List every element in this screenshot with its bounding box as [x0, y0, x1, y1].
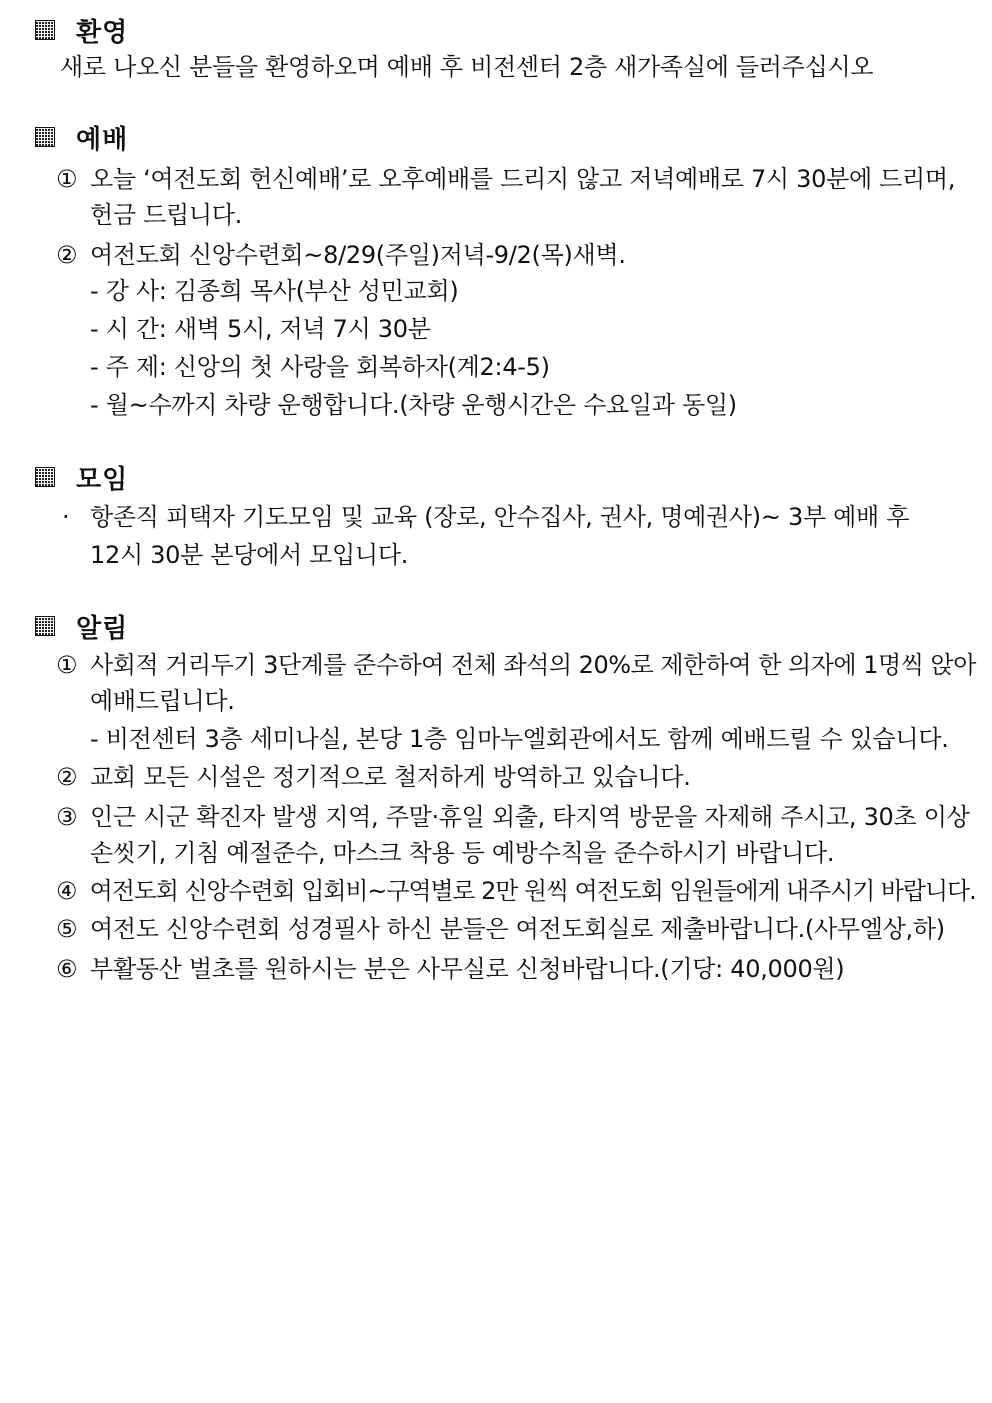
notice-item-1-continuation: 예배드립니다. — [90, 687, 235, 715]
welcome-text: 새로 나오신 분들을 환영하오며 예배 후 비전센터 2층 새가족실에 들러주십시오 — [60, 53, 874, 81]
notice-item-4-text: 여전도회 신앙수련회 입회비~구역별로 2만 원씩 여전도회 임원들에게 내주시기 바랍니다. — [89, 877, 976, 905]
notice-item-1-text: 사회적 거리두기 3단계를 준수하여 전체 좌석의 20%로 제한하여 한 의자에 1명씩 앉아 — [90, 651, 976, 679]
notice-item-2-number: ② — [56, 763, 78, 791]
meeting-item-text: 항존직 피택자 기도모임 및 교육 (장로, 안수집사, 권사, 명예권사)~ 3부 예배 후 — [90, 503, 910, 531]
retreat-theme: - 주 제: 신앙의 첫 사랑을 회복하자(계2:4-5) — [90, 353, 550, 381]
welcome-heading-text: 환영 — [76, 17, 129, 48]
notice-item-2 — [56, 760, 691, 794]
worship-item-1-number: ① — [56, 165, 78, 193]
bullet-dot: · — [62, 503, 70, 531]
notice-item-6-number: ⑥ — [56, 955, 78, 983]
notice-item-4-number: ④ — [56, 877, 77, 905]
notice-item-6-text: 부활동산 벌초를 원하시는 분은 사무실로 신청바랍니다.(기당: 40,000원) — [90, 955, 845, 983]
meeting-heading-text: 모임 — [76, 464, 129, 495]
notice-heading-text: 알림 — [76, 613, 129, 644]
checker-square-icon — [36, 617, 54, 635]
worship-item-1-text: 오늘 ‘여전도회 헌신예배’로 오후예배를 드리지 않고 저녁예배로 7시 30분에 드리며, — [90, 165, 956, 193]
worship-item-2 — [56, 238, 626, 272]
worship-heading — [36, 120, 128, 154]
notice-item-3 — [56, 800, 970, 834]
worship-item-2-number: ② — [56, 241, 78, 269]
notice-item-4 — [56, 874, 976, 908]
worship-item-1-continuation: 헌금 드립니다. — [90, 201, 242, 229]
retreat-transport: - 월~수까지 차량 운행합니다.(차량 운행시간은 수요일과 동일) — [90, 391, 737, 419]
notice-item-2-text: 교회 모든 시설은 정기적으로 철저하게 방역하고 있습니다. — [90, 763, 691, 791]
worship-item-2-text: 여전도회 신앙수련회~8/29(주일)저녁-9/2(목)새벽. — [90, 241, 626, 269]
checker-square-icon — [36, 21, 54, 39]
welcome-heading — [36, 13, 128, 47]
notice-item-3-number: ③ — [56, 803, 78, 831]
notice-item-1-sub: - 비전센터 3층 세미나실, 본당 1층 임마누엘회관에서도 함께 예배드릴 수 있습니다. — [90, 725, 949, 753]
checker-square-icon — [36, 128, 54, 146]
notice-item-5-text: 여전도 신앙수련회 성경필사 하신 분들은 여전도회실로 제출바랍니다.(사무엘상,하) — [90, 915, 945, 943]
notice-item-3-text: 인근 시군 확진자 발생 지역, 주말·휴일 외출, 타지역 방문을 자제해 주시고, 30초 이상 — [90, 803, 970, 831]
retreat-speaker: - 강 사: 김종희 목사(부산 성민교회) — [90, 277, 459, 305]
meeting-item-continuation: 12시 30분 본당에서 모입니다. — [90, 541, 409, 569]
notice-item-5-number: ⑤ — [56, 915, 78, 943]
notice-item-5 — [56, 912, 945, 946]
retreat-time: - 시 간: 새벽 5시, 저녁 7시 30분 — [90, 315, 431, 343]
meeting-item — [62, 500, 909, 534]
notice-item-1 — [56, 648, 976, 682]
notice-item-1-number: ① — [56, 651, 78, 679]
notice-heading — [36, 609, 128, 643]
notice-item-6 — [56, 952, 844, 986]
meeting-heading — [36, 460, 128, 494]
notice-item-3-continuation: 손씻기, 기침 예절준수, 마스크 착용 등 예방수칙을 준수하시기 바랍니다. — [90, 839, 835, 867]
checker-square-icon — [36, 468, 54, 486]
worship-heading-text: 예배 — [76, 124, 129, 155]
worship-item-1 — [56, 162, 955, 196]
